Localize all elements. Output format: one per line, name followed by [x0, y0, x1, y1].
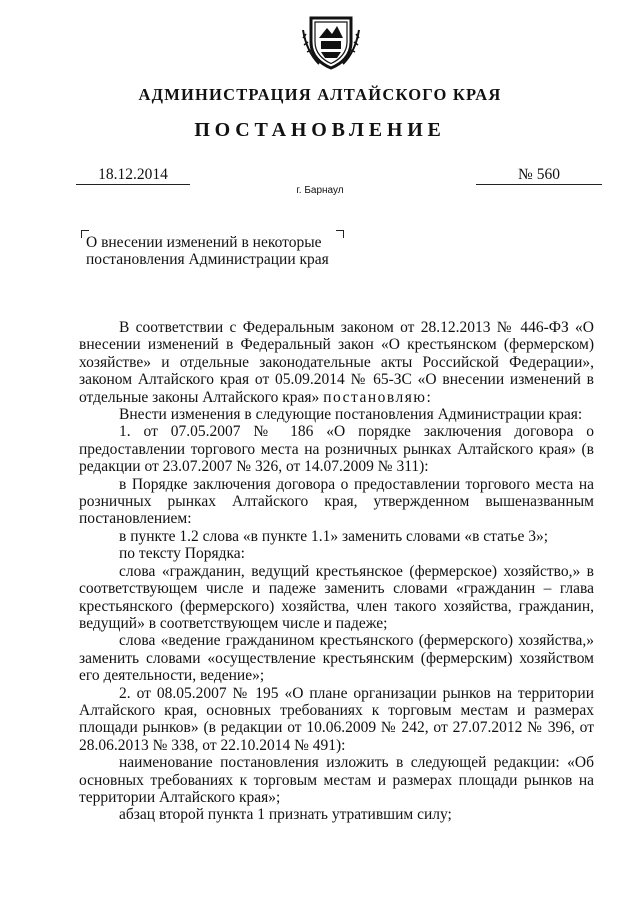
body-paragraph: слова «ведение гражданином крестьянского (фермерского) хозяйства,» заменить словами «осуществление крестьянским (фермерским) хозяйством его деятельности, ведение»; — [79, 632, 594, 685]
body-paragraph — [79, 319, 594, 406]
document-subject — [86, 234, 346, 268]
organization-title: АДМИНИСТРАЦИЯ АЛТАЙСКОГО КРАЯ — [138, 85, 502, 104]
body-paragraph: слова «гражданин, ведущий крестьянское (фермерское) хозяйство,» в соответствующем числе и падеже заменить словами «гражданин – глава крестьянского (фермерского) хозяйства, член такого хозяйства, гражданин, ведущий» в соответствующем числе и падеже; — [79, 562, 594, 632]
decree-word: постановляю: — [323, 388, 433, 406]
document-number: № 560 — [518, 166, 560, 183]
preamble-text: В соответствии с Федеральным законом от 28.12.2013 № 446-ФЗ «О внесении изменений в Федеральный закон «О крестьянском (фермерском) хозяйстве» и отдельные законодательные акты Российской Федерации», законом Алтайского края от 05.09.2014 № 65-ЗС «О внесении изменений в отдельные законы Алтайского края» — [79, 319, 594, 406]
coat-of-arms-emblem-icon — [299, 8, 363, 72]
document-type-title: ПОСТАНОВЛЕНИЕ — [194, 119, 446, 141]
document-date: 18.12.2014 — [98, 166, 168, 183]
subject-line: постановления Администрации края — [86, 251, 329, 268]
body-paragraph: Внести изменения в следующие постановления Администрации края: — [119, 406, 583, 424]
body-paragraph: абзац второй пункта 1 признать утратившим силу; — [119, 806, 452, 824]
body-paragraph: наименование постановления изложить в следующей редакции: «Об основных требованиях к торговым местам и размерах площади рынков на территории Алтайского края»; — [79, 754, 594, 806]
city-label: г. Барнаул — [296, 185, 344, 196]
document-body — [79, 319, 594, 824]
body-paragraph: 1. от 07.05.2007 № 186 «О порядке заключения договора о предоставлении торгового места на розничных рынках Алтайского края» (в редакции от 23.07.2007 № 326, от 14.07.2009 № 311): — [79, 423, 594, 476]
body-paragraph: по тексту Порядка: — [119, 545, 245, 563]
body-paragraph: 2. от 08.05.2007 № 195 «О плане организации рынков на территории Алтайского края, основных требованиях к торговым местам и размерах площади рынков» (в редакции от 10.06.2009 № 242, от 27.07.2012 № 396, от 28.06.2013 № 338, от 22.10.2014 № 491): — [79, 684, 594, 754]
body-paragraph: в Порядке заключения договора о предоставлении торгового места на розничных рынках Алтайского края, утвержденном вышеназванным постановлением: — [79, 475, 594, 528]
body-paragraph: в пункте 1.2 слова «в пункте 1.1» заменить словами «в статье 3»; — [119, 527, 549, 545]
subject-line: О внесении изменений в некоторые — [86, 234, 322, 251]
